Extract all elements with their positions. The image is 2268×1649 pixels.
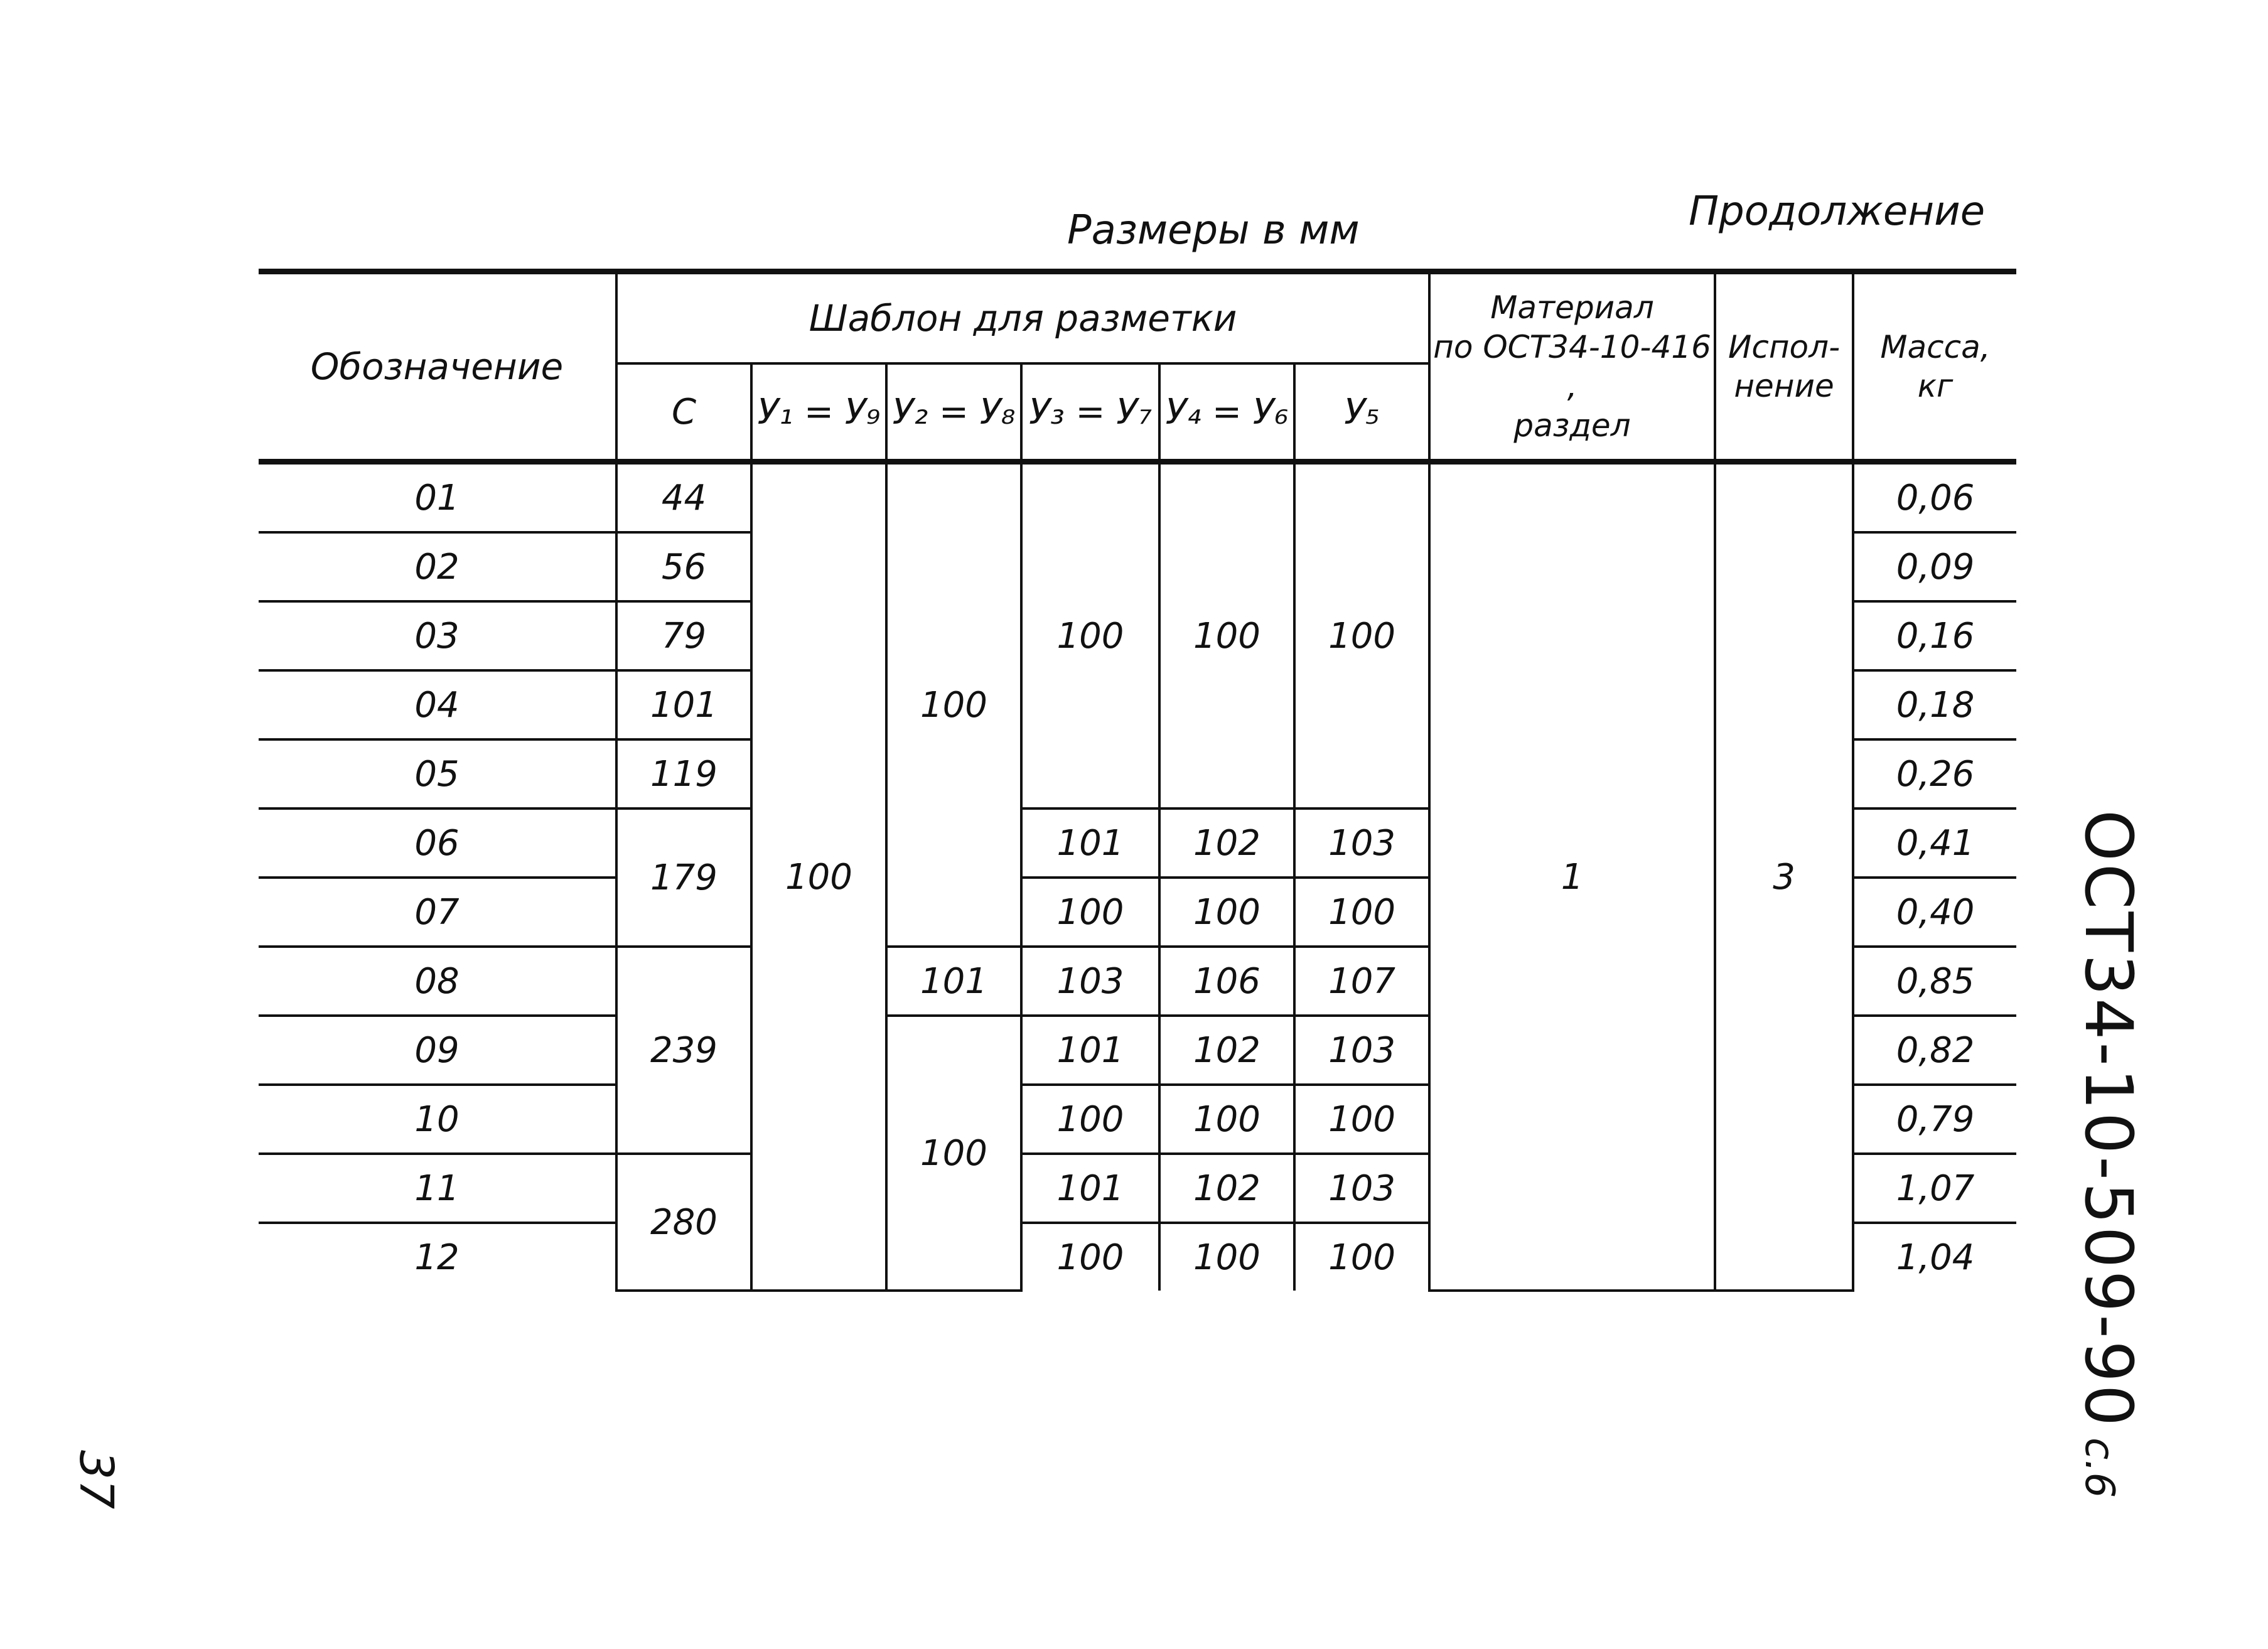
execution-cell: 3: [1715, 462, 1853, 1291]
material-header: [1429, 272, 1715, 462]
designation-cell: 08: [259, 947, 616, 1016]
mass-cell: 0,26: [1853, 739, 2016, 808]
y2-y8-cell: 101: [886, 947, 1021, 1016]
y3-y7-cell: 100: [1021, 462, 1159, 809]
page-number: 37: [69, 1450, 123, 1510]
mass-cell: 0,85: [1853, 947, 2016, 1016]
c-cell: 101: [616, 670, 751, 739]
y1-y9-cell: 100: [751, 462, 886, 1291]
execution-header-line1: Испол-: [1728, 328, 1841, 365]
designation-cell: 11: [259, 1154, 616, 1223]
mass-cell: 1,07: [1853, 1154, 2016, 1223]
standard-stamp: [2070, 810, 2147, 1498]
material-header-line2: по ОСТ34-10-416 ,: [1433, 328, 1711, 404]
y3-y7-cell: 100: [1021, 1223, 1159, 1291]
y3-y7-cell: 101: [1021, 808, 1159, 878]
y5-header: У₅: [1294, 363, 1429, 462]
y5-cell: 107: [1294, 947, 1429, 1016]
execution-header-line2: нение: [1734, 368, 1834, 404]
y1-y9-header: У₁ = У₉: [751, 363, 886, 462]
c-cell: 79: [616, 601, 751, 670]
designation-cell: 06: [259, 808, 616, 878]
y3-y7-cell: 100: [1021, 1085, 1159, 1154]
dimensions-caption: Размеры в мм: [1067, 207, 1360, 254]
mass-cell: 0,41: [1853, 808, 2016, 878]
mass-cell: 0,18: [1853, 670, 2016, 739]
designation-header: Обозначение: [259, 272, 616, 462]
y5-cell: 100: [1294, 462, 1429, 809]
y5-cell: 100: [1294, 1085, 1429, 1154]
material-cell: 1: [1429, 462, 1715, 1291]
c-cell: 179: [616, 808, 751, 947]
dimensions-table: [259, 269, 2016, 1292]
mass-header: [1853, 272, 2016, 462]
mass-header-line1: Масса,: [1880, 328, 1991, 365]
designation-cell: 09: [259, 1016, 616, 1085]
template-group-header: Шаблон для разметки: [616, 272, 1429, 364]
execution-header: [1715, 272, 1853, 462]
standard-page: с.6: [2076, 1437, 2122, 1498]
y4-y6-cell: 100: [1159, 1085, 1294, 1154]
c-header: C: [616, 363, 751, 462]
c-cell: 239: [616, 947, 751, 1154]
y4-y6-cell: 100: [1159, 878, 1294, 947]
designation-cell: 01: [259, 462, 616, 533]
c-cell: 280: [616, 1154, 751, 1291]
material-header-line3: раздел: [1513, 407, 1631, 444]
y5-cell: 103: [1294, 1154, 1429, 1223]
designation-cell: 10: [259, 1085, 616, 1154]
mass-header-line2: кг: [1917, 368, 1954, 404]
y4-y6-cell: 100: [1159, 462, 1294, 809]
y2-y8-cell: 100: [886, 1016, 1021, 1291]
y4-y6-header: У₄ = У₆: [1159, 363, 1294, 462]
y5-cell: 103: [1294, 1016, 1429, 1085]
designation-cell: 03: [259, 601, 616, 670]
y4-y6-cell: 106: [1159, 947, 1294, 1016]
y3-y7-header: У₃ = У₇: [1021, 363, 1159, 462]
material-header-line1: Материал: [1490, 289, 1654, 326]
mass-cell: 0,82: [1853, 1016, 2016, 1085]
y2-y8-header: У₂ = У₈: [886, 363, 1021, 462]
y5-cell: 100: [1294, 878, 1429, 947]
standard-number: ОСТ34-10-509-90: [2070, 810, 2147, 1429]
y3-y7-cell: 103: [1021, 947, 1159, 1016]
y4-y6-cell: 100: [1159, 1223, 1294, 1291]
c-cell: 56: [616, 532, 751, 601]
y3-y7-cell: 101: [1021, 1016, 1159, 1085]
mass-cell: 1,04: [1853, 1223, 2016, 1291]
c-cell: 44: [616, 462, 751, 533]
y5-cell: 103: [1294, 808, 1429, 878]
mass-cell: 0,16: [1853, 601, 2016, 670]
y3-y7-cell: 100: [1021, 878, 1159, 947]
y4-y6-cell: 102: [1159, 1016, 1294, 1085]
designation-cell: 07: [259, 878, 616, 947]
designation-cell: 02: [259, 532, 616, 601]
c-cell: 119: [616, 739, 751, 808]
mass-cell: 0,79: [1853, 1085, 2016, 1154]
mass-cell: 0,40: [1853, 878, 2016, 947]
mass-cell: 0,06: [1853, 462, 2016, 533]
y5-cell: 100: [1294, 1223, 1429, 1291]
y4-y6-cell: 102: [1159, 1154, 1294, 1223]
designation-cell: 05: [259, 739, 616, 808]
y2-y8-cell: 100: [886, 462, 1021, 947]
continuation-label: Продолжение: [1689, 188, 1986, 235]
designation-cell: 04: [259, 670, 616, 739]
mass-cell: 0,09: [1853, 532, 2016, 601]
y3-y7-cell: 101: [1021, 1154, 1159, 1223]
y4-y6-cell: 102: [1159, 808, 1294, 878]
table-row: [259, 462, 2016, 533]
designation-cell: 12: [259, 1223, 616, 1291]
